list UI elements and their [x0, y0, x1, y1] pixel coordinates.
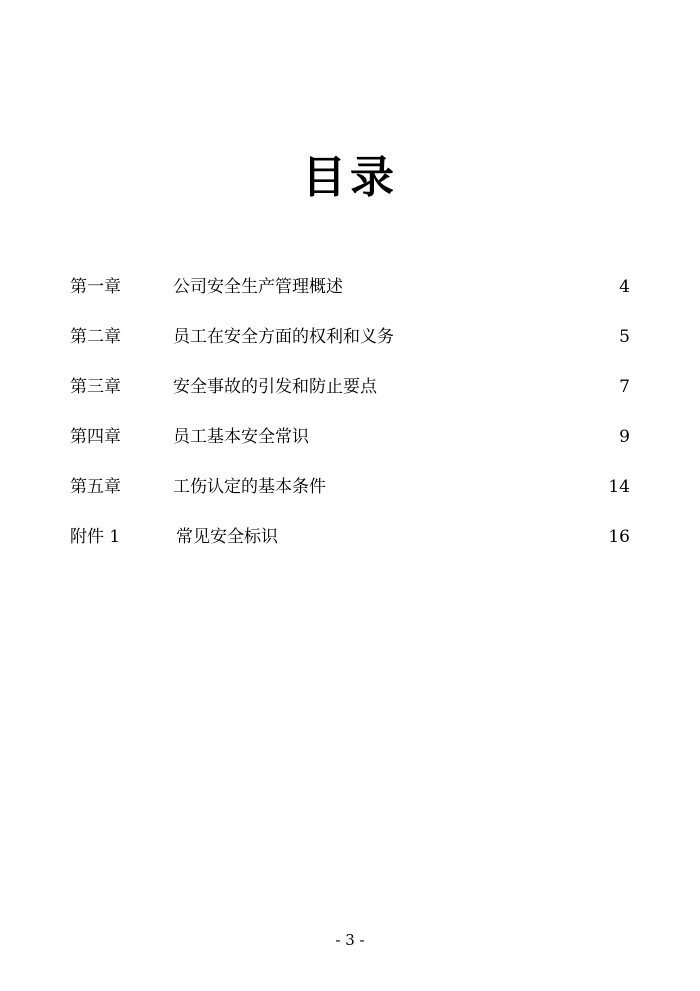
toc-entry-title: 员工基本安全常识: [173, 427, 309, 447]
toc-entry-chapter-2[interactable]: [70, 312, 630, 362]
toc-chapter-label: 第一章: [70, 277, 121, 297]
toc-entry-title: 工伤认定的基本条件: [173, 477, 326, 497]
toc-entry-chapter-1[interactable]: [70, 262, 630, 312]
toc-page-number: 7: [619, 377, 630, 397]
toc-chapter-label: 第三章: [70, 377, 121, 397]
toc-entry-title: 公司安全生产管理概述: [173, 277, 343, 297]
table-of-contents: [70, 262, 630, 562]
toc-entry-title: 常见安全标识: [176, 527, 278, 547]
toc-dot-leader: [378, 375, 618, 399]
toc-appendix-label: 附件 1: [70, 527, 121, 547]
toc-entry-chapter-5[interactable]: [70, 462, 630, 512]
toc-chapter-label: 第二章: [70, 327, 121, 347]
toc-dot-leader: [336, 475, 607, 499]
toc-dot-leader: [288, 525, 607, 549]
page-title: 目录: [302, 152, 398, 203]
toc-entry-appendix-1[interactable]: [70, 512, 630, 562]
toc-dot-leader: [395, 325, 618, 349]
toc-page-number: 9: [619, 427, 630, 447]
toc-chapter-label: 第五章: [70, 477, 121, 497]
toc-entry-chapter-4[interactable]: [70, 412, 630, 462]
toc-entry-chapter-3[interactable]: [70, 362, 630, 412]
toc-entry-title: 安全事故的引发和防止要点: [173, 377, 377, 397]
toc-page-number: 5: [619, 327, 630, 347]
toc-dot-leader: [344, 275, 618, 299]
toc-chapter-label: 第四章: [70, 427, 121, 447]
toc-entry-title: 员工在安全方面的权利和义务: [173, 327, 394, 347]
toc-page-number: 4: [619, 277, 630, 297]
toc-page-number: 14: [608, 477, 630, 497]
toc-page-number: 16: [608, 527, 630, 547]
toc-dot-leader: [310, 425, 618, 449]
page-number-footer: - 3 -: [335, 931, 365, 949]
